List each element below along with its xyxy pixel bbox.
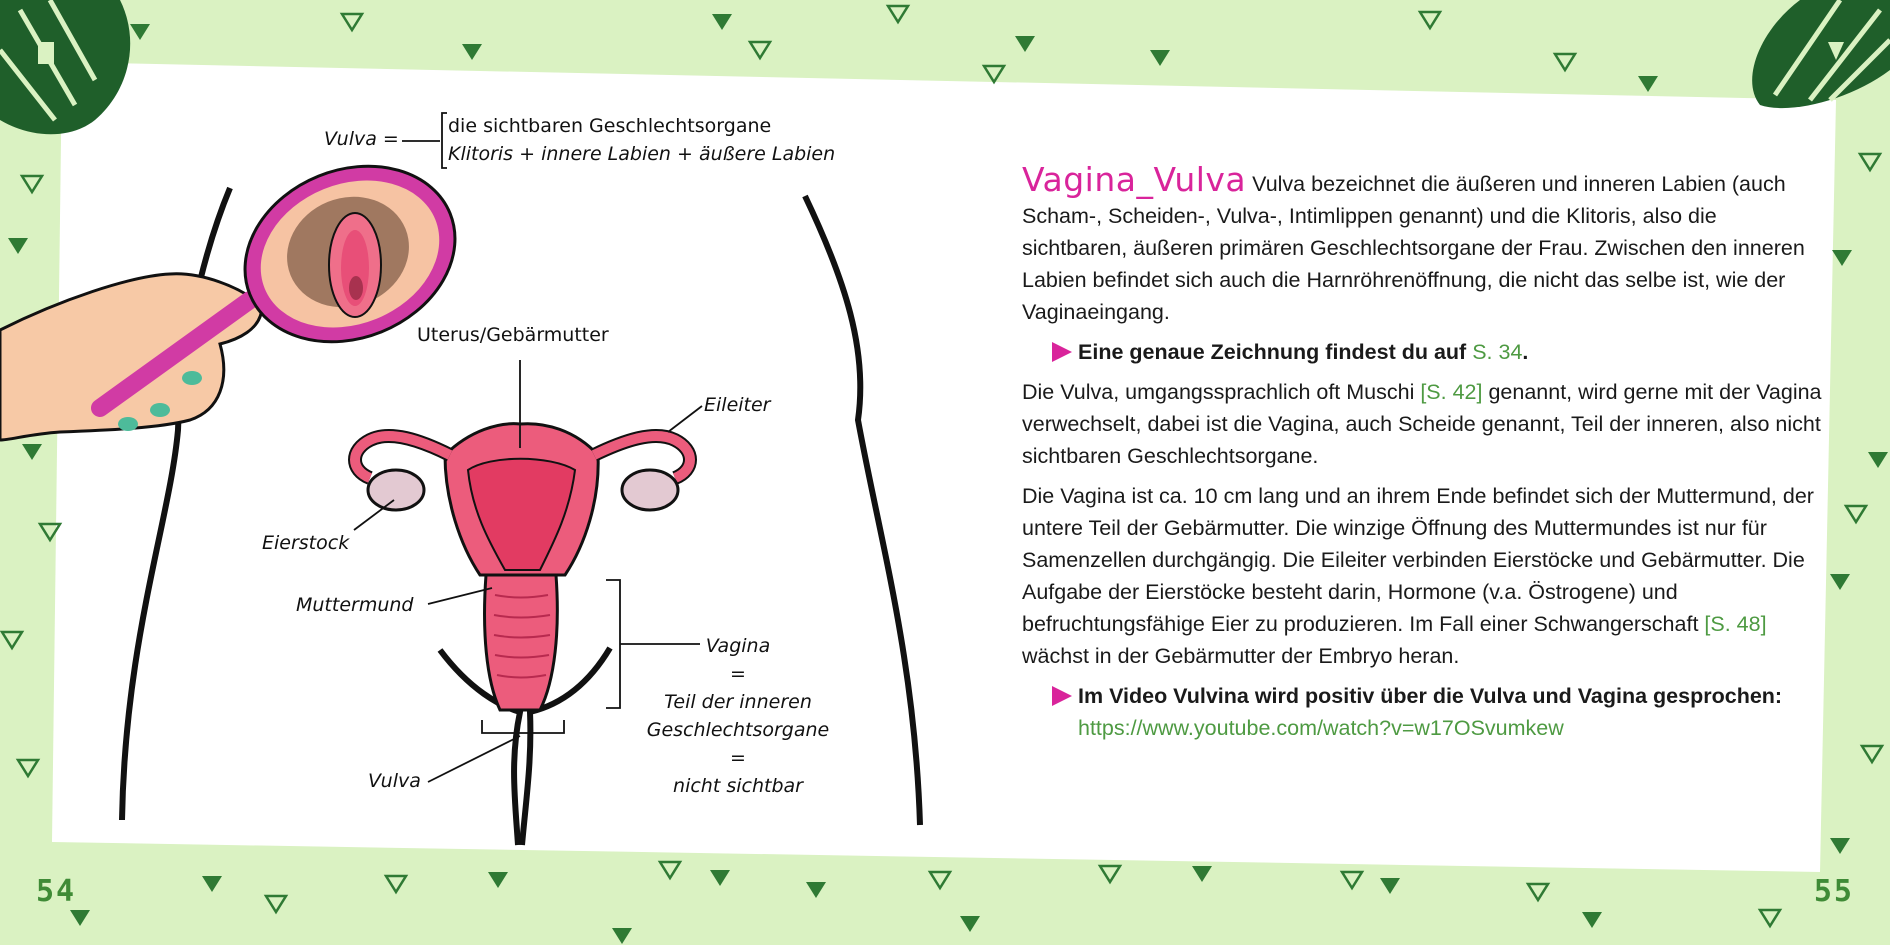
callout-1-end: .	[1522, 340, 1529, 364]
article	[1022, 160, 1822, 752]
article-paragraph-3	[1022, 480, 1822, 672]
article-paragraph-1-text: Vulva bezeichnet die äußeren und inneren Labien (auch Scham-, Scheiden-, Vulva-, Intimlippen genannt) und die Klitoris, also die sichtbaren, äußeren primären Geschlechtsorgane der Frau. Zwischen den inneren Labien befindet sich auch die Harnröhrenöffnung, die nicht das selbe ist, wie der Vaginaeingang.	[1022, 172, 1805, 324]
page-number-right: 55	[1813, 874, 1854, 909]
vulva-definition-term: Vulva =	[324, 128, 399, 150]
callout-video	[1022, 680, 1822, 744]
label-vagina-eq1: =	[730, 663, 746, 685]
page-number-left: 54	[36, 874, 77, 909]
triangle-arrow-icon	[1052, 342, 1072, 362]
triangle-arrow-icon	[1052, 686, 1072, 706]
article-title: Vagina_Vulva	[1022, 160, 1247, 199]
callout-drawing-reference	[1022, 336, 1822, 368]
article-paragraph-3-text-a: Die Vagina ist ca. 10 cm lang und an ihrem Ende befindet sich der Muttermund, der untere Teil der Gebärmutter. Die winzige Öffnung des Muttermundes ist nur für Samenzellen durchgängig. Die Eileiter verbinden Eierstöcke und Gebärmutter. Die Aufgabe der Eierstöcke besteht darin, Hormone (v.a. Östrogene) und befruchtungsfähige Eier zu produzieren. Im Fall einer Schwangerschaft	[1022, 484, 1814, 636]
label-uterus: Uterus/Gebärmutter	[417, 324, 609, 346]
label-vagina-line3: nicht sichtbar	[673, 775, 803, 797]
vulva-definition-line1: die sichtbaren Geschlechtsorgane	[448, 115, 772, 137]
callout-1-text: Eine genaue Zeichnung findest du auf	[1078, 340, 1473, 364]
label-vagina-line2: Geschlechtsorgane	[646, 719, 830, 741]
article-paragraph-2-text-a: Die Vulva, umgangssprachlich oft Muschi	[1022, 380, 1421, 404]
vulva-definition-line2: Klitoris + innere Labien + äußere Labien	[448, 143, 836, 165]
article-paragraph-2-text-b: genannt, wird gerne mit der Vagina verwechselt, dabei ist die Vagina, auch Scheide genannt, Teil der inneren, also nicht sichtbaren Geschlechtsorgane.	[1022, 380, 1822, 468]
label-vagina-block	[628, 632, 848, 800]
label-fallopian-tube: Eileiter	[704, 394, 771, 416]
label-vagina-line1: Teil der inneren	[664, 691, 812, 713]
page-reference-link[interactable]: S. 34	[1472, 340, 1523, 364]
article-paragraph-3-text-b: wächst in der Gebärmutter der Embryo heran.	[1022, 644, 1460, 668]
article-paragraph-2	[1022, 376, 1822, 472]
callout-2-text: Im Video Vulvina wird positiv über die Vulva und Vagina gesprochen:	[1078, 684, 1783, 708]
article-paragraph-1	[1022, 160, 1822, 328]
label-vulva: Vulva	[368, 770, 421, 792]
label-vagina-eq2: =	[730, 747, 746, 769]
page-reference-link[interactable]: [S. 48]	[1704, 612, 1767, 636]
label-cervix: Muttermund	[296, 594, 414, 616]
label-vagina-term: Vagina	[705, 635, 771, 657]
label-ovary: Eierstock	[262, 532, 350, 554]
ovary-right	[622, 470, 678, 510]
leaf-top-right	[1752, 0, 1890, 108]
video-link[interactable]: https://www.youtube.com/watch?v=w17OSvumkew	[1078, 716, 1564, 740]
ovary-left	[368, 470, 424, 510]
page-reference-link[interactable]: [S. 42]	[1420, 380, 1483, 404]
